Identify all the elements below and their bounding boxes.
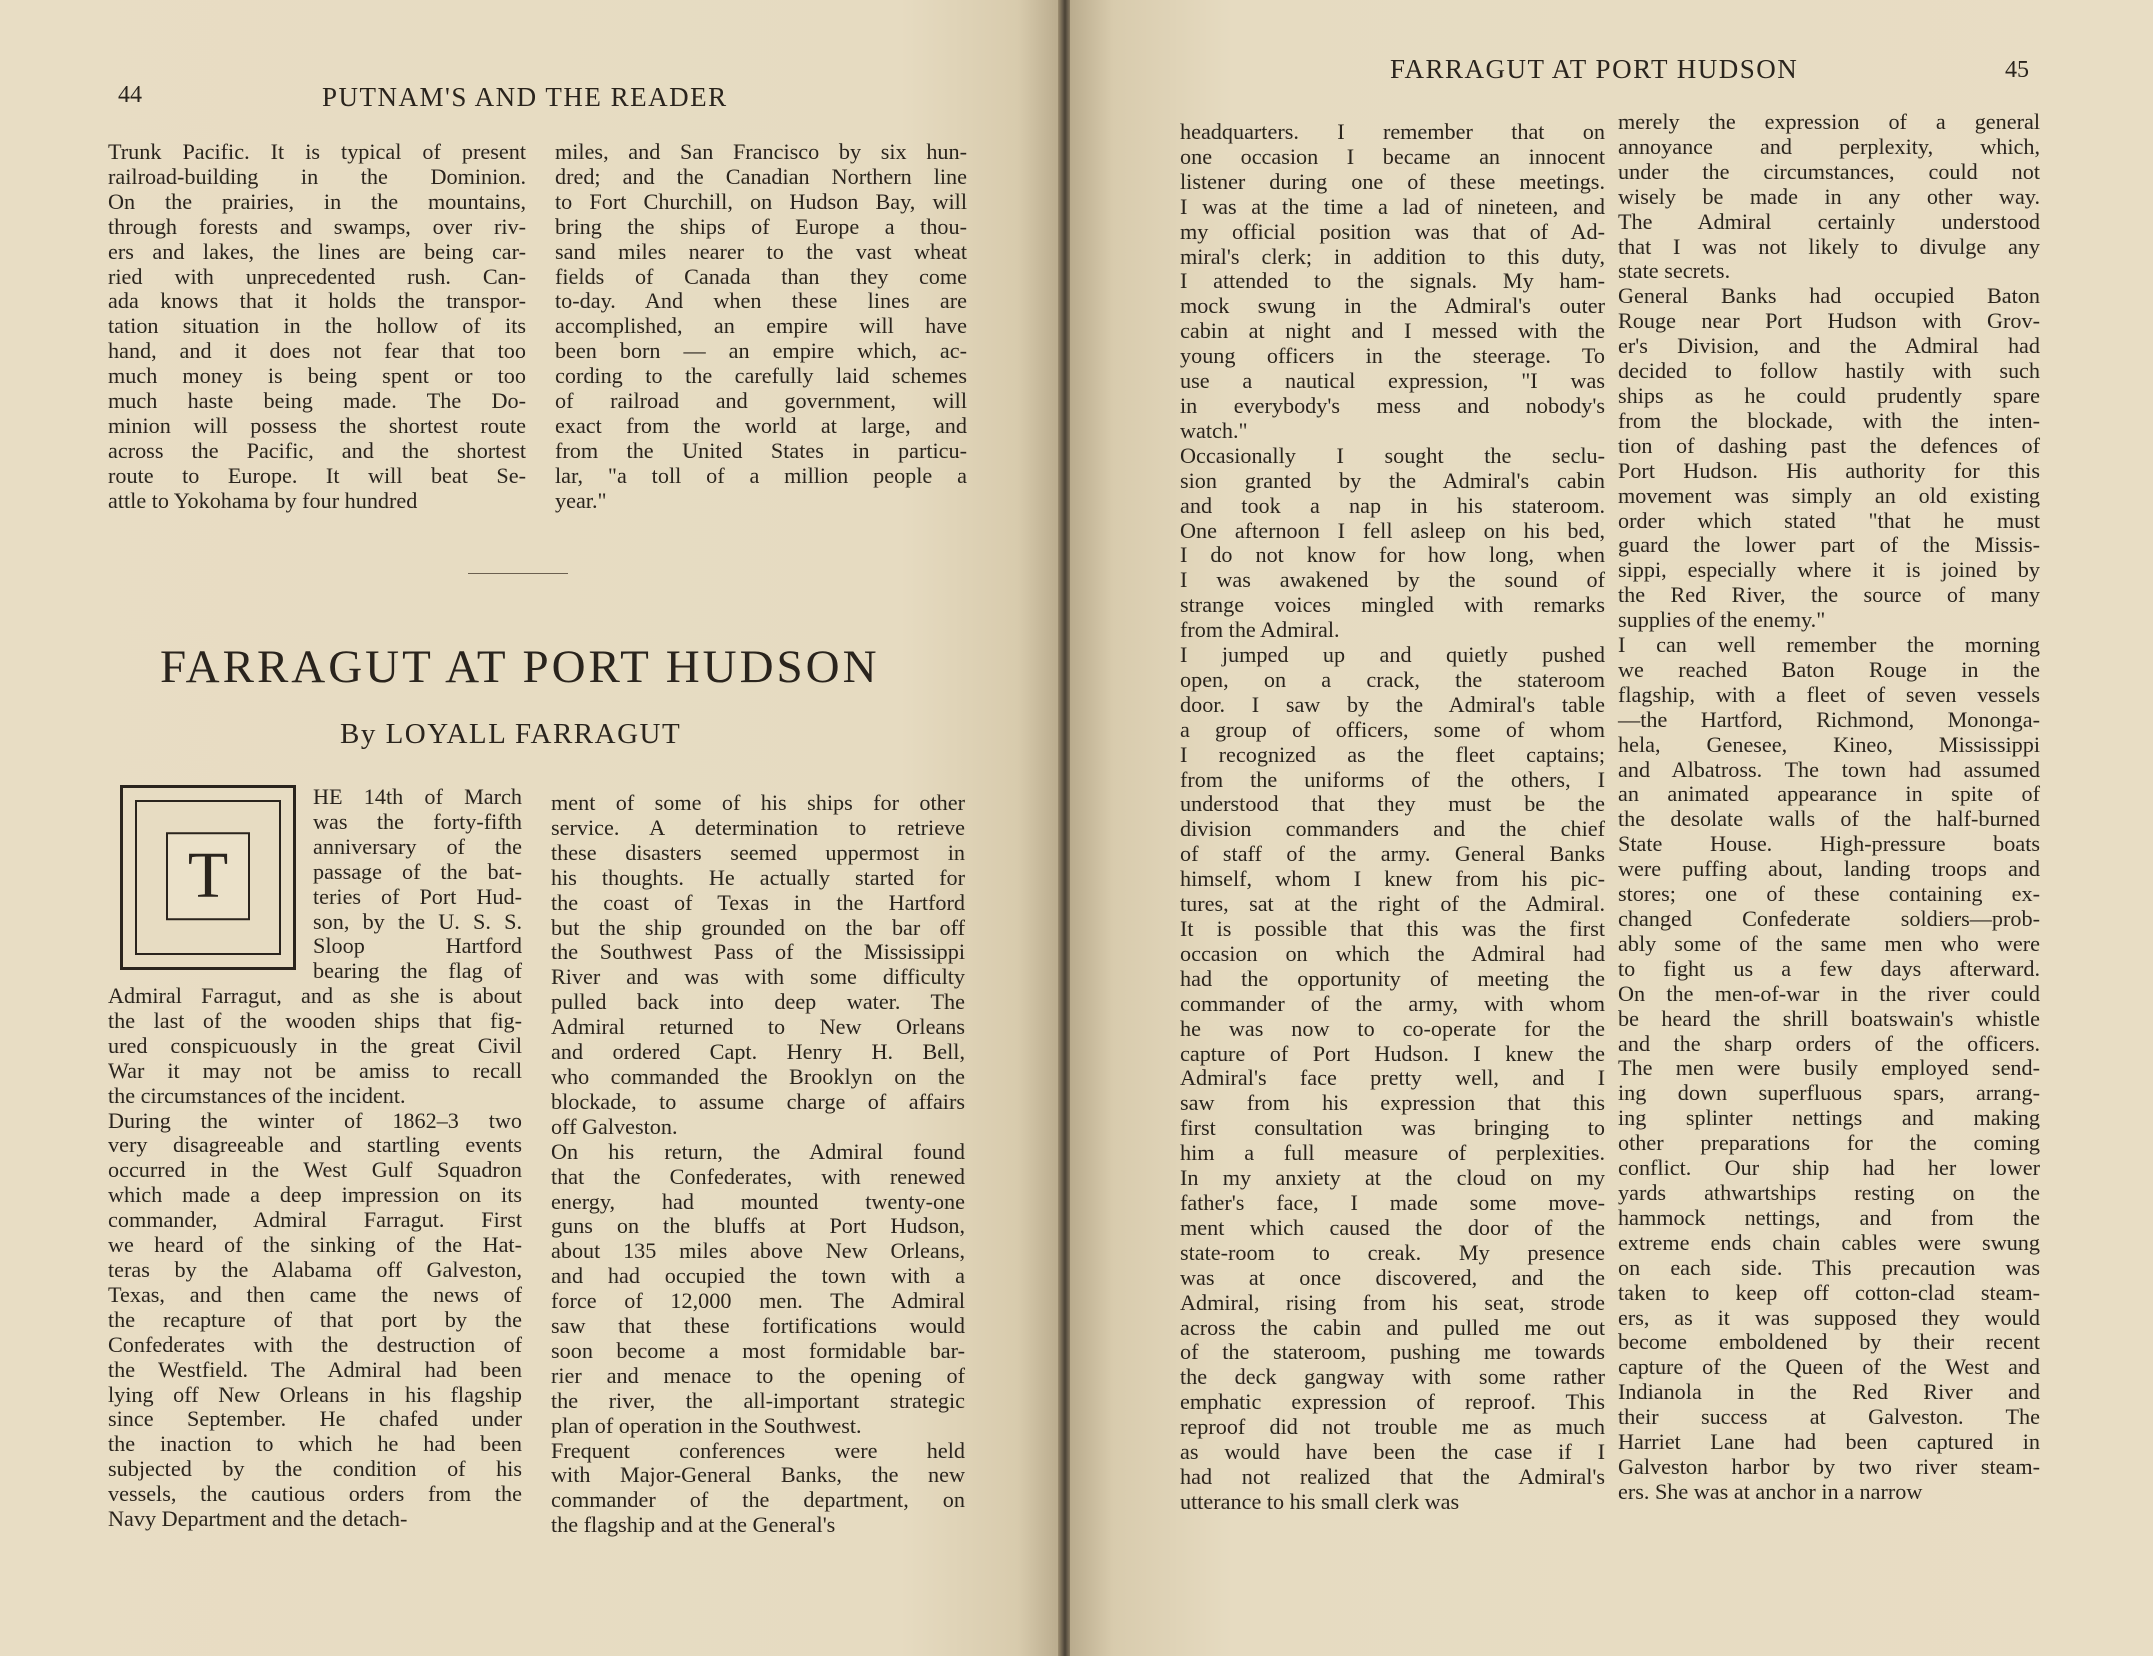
text-line: occurred in the West Gulf Squadron [108,1157,522,1183]
text-line: much haste being made. The Do- [108,388,526,414]
text-line: was the forty-fifth [313,808,522,834]
text-line: father's face, I made some move- [1180,1189,1605,1215]
text-line: understood that they must be the [1180,791,1605,817]
text-line: teras by the Alabama off Galveston, [108,1256,522,1282]
text-line: hela, Genesee, Kineo, Mississippi [1618,731,2040,757]
text-line: across the cabin and pulled me out [1180,1314,1605,1340]
text-line: under the circumstances, could not [1618,158,2040,184]
text-line: first consultation was bringing to [1180,1115,1605,1141]
text-line: very disagreeable and startling events [108,1132,522,1158]
text-line: lar, "a toll of a million people a [555,462,967,488]
text-line: young officers in the steerage. To [1180,343,1605,369]
text-line: Texas, and then came the news of [108,1281,522,1307]
previous-article-column-1 [108,140,526,514]
text-line: as would have been the case if I [1180,1439,1605,1465]
text-line: I was at the time a lad of nineteen, and [1180,193,1605,219]
text-line: which made a deep impression on its [108,1182,522,1208]
text-line: the coast of Texas in the Hartford [551,889,965,915]
text-line: from the United States in particu- [555,437,967,463]
text-line: and had occupied the town with a [551,1263,965,1289]
text-line: through forests and swamps, over riv- [108,213,526,239]
text-line: he was now to co-operate for the [1180,1015,1605,1041]
text-line: an animated appearance in spite of [1618,781,2040,807]
text-line: that I was not likely to divulge any [1618,233,2040,259]
running-head: FARRAGUT AT PORT HUDSON [1390,54,1799,84]
text-line: annoyance and perplexity, which, [1618,133,2040,159]
text-line: open, on a crack, the stateroom [1180,666,1605,692]
text-line: ers, as it was supposed they would [1618,1304,2040,1330]
text-line: During the winter of 1862–3 two [108,1107,522,1133]
text-line: of staff of the army. General Banks [1180,841,1605,867]
text-line: It is possible that this was the first [1180,916,1605,941]
text-line: to Fort Churchill, on Hudson Bay, will [555,188,967,214]
text-line: passage of the bat- [313,858,522,884]
text-line: attle to Yokohama by four hundred [108,487,418,513]
text-line: Port Hudson. His authority for this [1618,457,2040,483]
text-line: the circumstances of the incident. [108,1082,406,1108]
text-line: since September. He chafed under [108,1406,522,1432]
text-line: accomplished, an empire will have [555,313,967,339]
text-line: sippi, especially where it is joined by [1618,557,2040,583]
text-line: the flagship and at the General's [551,1512,836,1538]
text-line: I can well remember the morning [1618,632,2040,658]
text-line: vessels, the cautious orders from the [108,1481,522,1507]
text-line: stores; one of these containing ex- [1618,881,2040,907]
text-line: rier and menace to the opening of [551,1362,965,1388]
text-line: from the uniforms of the others, I [1180,766,1605,792]
text-line: yards athwartships resting on the [1618,1179,2040,1205]
text-line: who commanded the Brooklyn on the [551,1063,965,1089]
previous-article-column-2 [555,140,967,514]
text-line: route to Europe. It will beat Se- [108,462,526,488]
text-line: commander of the department, on [551,1487,965,1513]
text-line: commander of the army, with whom [1180,990,1605,1016]
text-line: soon become a most formidable bar- [551,1337,965,1363]
text-line: with Major-General Banks, the new [551,1462,965,1488]
text-line: One afternoon I fell asleep on his bed, [1180,517,1605,543]
text-line: state secrets. [1618,258,1731,284]
text-line: use a nautical expression, "I was [1180,368,1605,394]
text-line: in everybody's mess and nobody's [1180,392,1605,418]
text-line: ably some of the same men who were [1618,930,2040,956]
text-line: fields of Canada than they come [555,263,967,289]
text-line: strange voices mingled with remarks [1180,592,1605,618]
text-line: sand miles nearer to the vast wheat [555,238,967,264]
text-line: hammock nettings, and from the [1618,1204,2040,1230]
text-line: Admiral returned to New Orleans [551,1014,965,1040]
text-line: Rouge near Port Hudson with Grov- [1618,308,2040,334]
text-line: blockade, to assume charge of affairs [551,1088,965,1114]
text-line: cabin at night and I messed with the [1180,318,1605,344]
text-line: and took a nap in his stateroom. [1180,492,1605,518]
text-line: state-room to creak. My presence [1180,1239,1605,1265]
text-line: exact from the world at large, and [555,412,967,438]
text-line: ers and lakes, the lines are being car- [108,238,526,264]
text-line: I recognized as the fleet captains; [1180,741,1605,767]
text-line: General Banks had occupied Baton [1618,283,2040,309]
text-line: decided to follow hastily with such [1618,358,2040,384]
text-line: the inaction to which he had been [108,1431,522,1457]
text-line: The men were busily employed send- [1618,1055,2040,1081]
text-line: from the Admiral. [1180,617,1340,643]
left-page [0,0,1060,1656]
text-line: subjected by the condition of his [108,1456,522,1482]
text-line: door. I saw by the Admiral's table [1180,691,1605,717]
text-line: and the sharp orders of the officers. [1618,1030,2040,1056]
text-line: division commanders and the chief [1180,816,1605,842]
text-line: the Westfield. The Admiral had been [108,1356,522,1382]
text-line: Confederates with the destruction of [108,1331,522,1357]
text-line: ment which caused the door of the [1180,1214,1605,1240]
text-line: Admiral, rising from his seat, strode [1180,1289,1605,1315]
text-line: Galveston harbor by two river steam- [1618,1453,2040,1479]
text-line: railroad-building in the Dominion. [108,163,526,189]
text-line: service. A determination to retrieve [551,814,965,840]
drop-cap-ornament [120,785,296,970]
text-line: Frequent conferences were held [551,1437,965,1463]
text-line: mock swung in the Admiral's outer [1180,293,1605,319]
text-line: were puffing about, landing troops and [1618,856,2040,882]
text-line: miral's clerk; in addition to this duty, [1180,243,1605,269]
text-line: guard the lower part of the Missis- [1618,532,2040,558]
text-line: himself, whom I knew from his pic- [1180,866,1605,892]
text-line: of railroad and government, will [555,388,967,414]
text-line: ships as he could prudently spare [1618,382,2040,408]
text-line: energy, had mounted twenty-one [551,1188,965,1214]
text-line: from the blockade, with the inten- [1618,407,2040,433]
text-line: dred; and the Canadian Northern line [555,163,967,189]
text-line: the Red River, the source of many [1618,582,2040,608]
text-line: hand, and it does not fear that too [108,338,526,364]
text-line: I was awakened by the sound of [1180,567,1605,593]
text-line: State House. High-pressure boats [1618,831,2040,857]
text-line: about 135 miles above New Orleans, [551,1238,965,1264]
text-line: —the Hartford, Richmond, Mononga- [1618,706,2040,732]
text-line: capture of the Queen of the West and [1618,1354,2040,1380]
text-line: the last of the wooden ships that fig- [108,1007,522,1033]
text-line: his thoughts. He actually started for [551,864,965,890]
text-line: him a full measure of perplexities. [1180,1140,1605,1166]
text-line: I attended to the signals. My ham- [1180,268,1605,294]
text-line: watch." [1180,417,1248,443]
text-line: these disasters seemed uppermost in [551,839,965,865]
article-column-3 [1180,120,1605,1515]
text-line: Harriet Lane had been captured in [1618,1429,2040,1455]
text-line: The Admiral certainly understood [1618,208,2040,234]
text-line: pulled back into deep water. The [551,989,965,1015]
article-title: FARRAGUT AT PORT HUDSON [160,641,880,693]
text-line: bearing the flag of [313,958,522,984]
text-line: occasion on which the Admiral had [1180,940,1605,966]
text-line: their success at Galveston. The [1618,1404,2040,1430]
page-number: 44 [118,82,142,108]
text-line: extreme ends chain cables were swung [1618,1229,2040,1255]
text-line: Trunk Pacific. It is typical of present [108,139,526,164]
text-line: supplies of the enemy." [1618,607,1826,633]
text-line: War it may not be amiss to recall [108,1057,522,1083]
text-line: HE 14th of March [313,784,522,809]
text-line: the desolate walls of the half-burned [1618,806,2040,832]
text-line: saw from his expression that this [1180,1090,1605,1116]
text-line: off Galveston. [551,1113,678,1139]
text-line: saw that these fortifications would [551,1313,965,1339]
text-line: ing splinter nettings and making [1618,1105,2040,1131]
text-line: and ordered Capt. Henry H. Bell, [551,1039,965,1065]
text-line: plan of operation in the Southwest. [551,1412,862,1438]
text-line: Admiral Farragut, and as she is about [108,983,522,1008]
text-line: Occasionally I sought the seclu- [1180,442,1605,468]
text-line: of the stateroom, pushing me towards [1180,1339,1605,1365]
text-line: much money is being spent or too [108,363,526,389]
text-line: we heard of the sinking of the Hat- [108,1232,522,1258]
text-line: to-day. And when these lines are [555,288,967,314]
text-line: become emboldened by their recent [1618,1329,2040,1355]
text-line: I do not know for how long, when [1180,542,1605,568]
text-line: my official position was that of Ad- [1180,218,1605,244]
text-line: emphatic expression of reproof. This [1180,1389,1605,1415]
text-line: sion granted by the Admiral's cabin [1180,467,1605,493]
text-line: the Southwest Pass of the Mississippi [551,939,965,965]
text-line: In my anxiety at the cloud on my [1180,1165,1605,1191]
text-line: Indianola in the Red River and [1618,1379,2040,1405]
text-line: a group of officers, some of whom [1180,716,1605,742]
right-page [1070,0,2153,1656]
text-line: flagship, with a fleet of seven vessels [1618,681,2040,707]
text-line: conflict. Our ship had her lower [1618,1155,2040,1181]
text-line: year." [555,487,607,513]
text-line: Navy Department and the detach- [108,1506,408,1532]
text-line: to fight us a few days afterward. [1618,955,2040,981]
text-line: On the prairies, in the mountains, [108,188,526,214]
text-line: Admiral's face pretty well, and I [1180,1065,1605,1091]
text-line: force of 12,000 men. The Admiral [551,1288,965,1314]
text-line: miles, and San Francisco by six hun- [555,139,967,164]
text-line: merely the expression of a general [1618,109,2040,134]
text-line: changed Confederate soldiers—prob- [1618,906,2040,931]
text-line: son, by the U. S. S. [313,908,522,934]
text-line: er's Division, and the Admiral had [1618,333,2040,359]
text-line: the river, the all-important strategic [551,1387,965,1413]
text-line: that the Confederates, with renewed [551,1163,965,1189]
text-line: we reached Baton Rouge in the [1618,656,2040,682]
opening-lines-beside-drop-cap [313,785,522,984]
text-line: the deck gangway with some rather [1180,1364,1605,1390]
text-line: reproof did not trouble me as much [1180,1414,1605,1440]
text-line: movement was simply an old existing [1618,482,2040,508]
text-line: utterance to his small clerk was [1180,1488,1460,1514]
text-line: anniversary of the [313,833,522,859]
text-line: guns on the bluffs at Port Hudson, [551,1213,965,1239]
text-line: but the ship grounded on the bar off [551,914,965,940]
running-head: PUTNAM'S AND THE READER [322,82,728,112]
text-line: ing down superfluous spars, arrang- [1618,1080,2040,1106]
text-line: was at once discovered, and the [1180,1264,1605,1290]
text-line: order which stated "that he must [1618,507,2040,533]
text-line: and Albatross. The town had assumed [1618,756,2040,782]
text-line: had the opportunity of meeting the [1180,965,1605,991]
drop-cap-letter: T [166,832,250,920]
text-line: River and was with some difficulty [551,964,965,990]
text-line: ers. She was at anchor in a narrow [1618,1478,1923,1504]
article-column-4 [1618,110,2040,1505]
text-line: on each side. This precaution was [1618,1254,2040,1280]
article-column-1 [108,984,522,1532]
text-line: On the men-of-war in the river could [1618,980,2040,1006]
text-line: capture of Port Hudson. I knew the [1180,1040,1605,1066]
text-line: tion of dashing past the defences of [1618,432,2040,458]
text-line: On his return, the Admiral found [551,1138,965,1164]
text-line: headquarters. I remember that on [1180,119,1605,144]
section-divider [468,573,568,574]
text-line: across the Pacific, and the shortest [108,437,526,463]
text-line: bring the ships of Europe a thou- [555,213,967,239]
text-line: lying off New Orleans in his flagship [108,1381,522,1407]
text-line: been born — an empire which, ac- [555,338,967,364]
text-line: ured conspicuously in the great Civil [108,1032,522,1058]
text-line: minion will possess the shortest route [108,412,526,438]
text-line: one occasion I became an innocent [1180,143,1605,169]
text-line: tation situation in the hollow of its [108,313,526,339]
article-byline: By LOYALL FARRAGUT [340,718,682,750]
article-column-2 [551,791,965,1538]
text-line: ment of some of his ships for other [551,790,965,815]
text-line: the recapture of that port by the [108,1306,522,1332]
text-line: ried with unprecedented rush. Can- [108,263,526,289]
text-line: Sloop Hartford [313,933,522,959]
text-line: other preparations for the coming [1618,1130,2040,1156]
text-line: commander, Admiral Farragut. First [108,1207,522,1233]
text-line: I jumped up and quietly pushed [1180,642,1605,668]
text-line: be heard the shrill boatswain's whistle [1618,1005,2040,1031]
text-line: wisely be made in any other way. [1618,183,2040,209]
text-line: taken to keep off cotton-clad steam- [1618,1279,2040,1305]
text-line: had not realized that the Admiral's [1180,1463,1605,1489]
text-line: ada knows that it holds the transpor- [108,288,526,314]
text-line: listener during one of these meetings. [1180,168,1605,194]
page-number: 45 [2005,57,2029,83]
text-line: cording to the carefully laid schemes [555,363,967,389]
text-line: tures, sat at the right of the Admiral. [1180,891,1605,917]
text-line: teries of Port Hud- [313,883,522,909]
